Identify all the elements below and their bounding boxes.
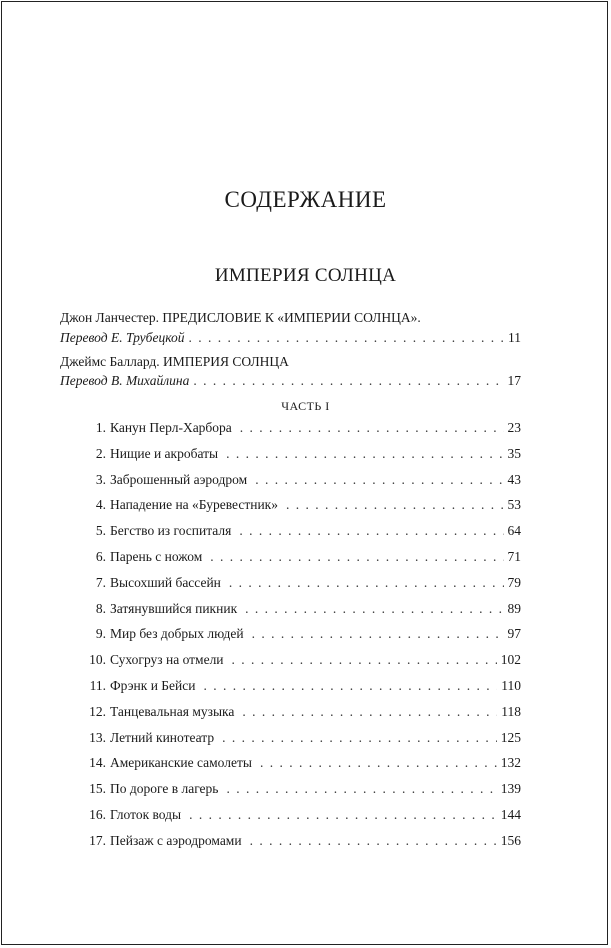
chapter-entry[interactable] bbox=[86, 833, 521, 859]
chapter-entry[interactable] bbox=[86, 523, 521, 549]
chapter-page: 102 bbox=[500, 652, 521, 668]
chapter-number: 10. bbox=[89, 652, 106, 668]
dot-leader bbox=[210, 549, 503, 565]
front-entry-1-translator-row[interactable] bbox=[60, 330, 521, 346]
dot-leader bbox=[232, 652, 497, 668]
chapter-number: 14. bbox=[89, 755, 106, 771]
chapter-title: Парень с ножом bbox=[110, 548, 203, 564]
chapter-number: 16. bbox=[89, 806, 106, 822]
chapter-title: Пейзаж с аэродромами bbox=[110, 832, 242, 848]
dot-leader bbox=[204, 678, 498, 694]
chapter-page: 118 bbox=[501, 703, 521, 719]
chapter-number: 8. bbox=[95, 600, 106, 616]
chapter-title: Нищие и акробаты bbox=[110, 445, 219, 461]
chapter-number: 6. bbox=[95, 548, 106, 564]
dot-leader bbox=[240, 420, 504, 436]
chapter-entry[interactable] bbox=[86, 626, 521, 652]
chapter-page: 23 bbox=[507, 420, 521, 435]
chapter-entry[interactable] bbox=[86, 730, 521, 756]
chapter-entry[interactable] bbox=[86, 472, 521, 498]
chapter-number: 3. bbox=[95, 471, 106, 487]
chapter-number: 13. bbox=[89, 729, 106, 745]
chapter-page: 110 bbox=[501, 677, 521, 693]
chapter-number: 4. bbox=[95, 497, 106, 513]
chapter-title: Бегство из госпиталя bbox=[110, 523, 232, 539]
dot-leader bbox=[250, 833, 497, 849]
chapter-title: По дороге в лагерь bbox=[110, 781, 219, 797]
dot-leader bbox=[226, 781, 496, 797]
part-heading: ЧАСТЬ I bbox=[281, 399, 330, 413]
chapter-page: 125 bbox=[500, 729, 521, 745]
chapter-page: 71 bbox=[507, 548, 521, 564]
front-entry-1-translator: Перевод Е. Трубецкой bbox=[60, 330, 185, 345]
chapter-entry[interactable] bbox=[86, 652, 521, 678]
chapter-title: Глоток воды bbox=[110, 806, 182, 822]
chapter-page: 144 bbox=[500, 806, 521, 822]
front-entry-1-author-title: Джон Ланчестер. ПРЕДИСЛОВИЕ К «ИМПЕРИИ СОЛНЦА». bbox=[60, 310, 421, 325]
chapter-number: 11. bbox=[89, 677, 106, 693]
chapter-entry[interactable] bbox=[86, 497, 521, 523]
dot-leader bbox=[255, 472, 503, 488]
dot-leader bbox=[226, 446, 503, 462]
chapter-number: 17. bbox=[89, 832, 106, 848]
dot-leader bbox=[286, 497, 504, 513]
book-title: ИМПЕРИЯ СОЛНЦА bbox=[214, 265, 397, 286]
chapter-entry[interactable] bbox=[86, 678, 521, 704]
chapter-entry[interactable] bbox=[86, 420, 521, 446]
dot-leader bbox=[260, 755, 497, 771]
dot-leader bbox=[252, 626, 504, 642]
chapter-entry[interactable] bbox=[86, 807, 521, 833]
chapter-number: 1. bbox=[95, 420, 106, 435]
chapter-entry[interactable] bbox=[86, 781, 521, 807]
chapter-number: 15. bbox=[89, 781, 106, 797]
chapter-entry[interactable] bbox=[86, 704, 521, 730]
front-entry-2-translator: Перевод В. Михайлина bbox=[60, 373, 190, 388]
dot-leader bbox=[189, 330, 504, 346]
chapter-number: 2. bbox=[95, 445, 106, 461]
chapter-page: 35 bbox=[507, 445, 521, 461]
chapter-page: 64 bbox=[507, 523, 521, 539]
front-entry-2-page: 17 bbox=[507, 373, 521, 388]
chapter-title: Танцевальная музыка bbox=[110, 703, 235, 719]
dot-leader bbox=[229, 575, 504, 591]
chapter-title: Американские самолеты bbox=[110, 755, 252, 771]
chapter-title: Летний кинотеатр bbox=[110, 729, 215, 745]
chapter-title: Затянувшийся пикник bbox=[110, 600, 238, 616]
chapter-title: Мир без добрых людей bbox=[110, 626, 244, 642]
chapter-list bbox=[86, 420, 521, 859]
chapter-number: 9. bbox=[95, 626, 106, 642]
page-title: СОДЕРЖАНИЕ bbox=[224, 187, 387, 212]
chapter-title: Сухогруз на отмели bbox=[110, 652, 224, 668]
front-entry-2-translator-row[interactable] bbox=[60, 373, 521, 389]
front-entry-1-page: 11 bbox=[508, 330, 521, 345]
dot-leader bbox=[193, 373, 503, 389]
chapter-page: 97 bbox=[507, 626, 521, 642]
chapter-title: Нападение на «Буревестник» bbox=[110, 497, 278, 513]
chapter-number: 12. bbox=[89, 703, 106, 719]
chapter-title: Высохший бассейн bbox=[110, 574, 221, 590]
chapter-title: Заброшенный аэродром bbox=[110, 471, 248, 487]
dot-leader bbox=[239, 523, 503, 539]
chapter-title: Канун Перл-Харбора bbox=[110, 420, 232, 435]
chapter-entry[interactable] bbox=[86, 575, 521, 601]
chapter-number: 7. bbox=[95, 574, 106, 590]
chapter-page: 53 bbox=[507, 497, 521, 513]
chapter-title: Фрэнк и Бейси bbox=[110, 677, 196, 693]
chapter-entry[interactable] bbox=[86, 549, 521, 575]
chapter-entry[interactable] bbox=[86, 446, 521, 472]
chapter-entry[interactable] bbox=[86, 601, 521, 627]
chapter-page: 43 bbox=[507, 471, 521, 487]
chapter-page: 156 bbox=[500, 832, 521, 848]
chapter-page: 139 bbox=[500, 781, 521, 797]
chapter-page: 79 bbox=[507, 574, 521, 590]
dot-leader bbox=[189, 807, 497, 823]
front-entry-2-author-title: Джеймс Баллард. ИМПЕРИЯ СОЛНЦА bbox=[60, 354, 289, 369]
chapter-page: 132 bbox=[500, 755, 521, 771]
dot-leader bbox=[222, 730, 497, 746]
dot-leader bbox=[242, 704, 497, 720]
chapter-page: 89 bbox=[507, 600, 521, 616]
dot-leader bbox=[245, 601, 503, 617]
chapter-number: 5. bbox=[95, 523, 106, 539]
chapter-entry[interactable] bbox=[86, 755, 521, 781]
